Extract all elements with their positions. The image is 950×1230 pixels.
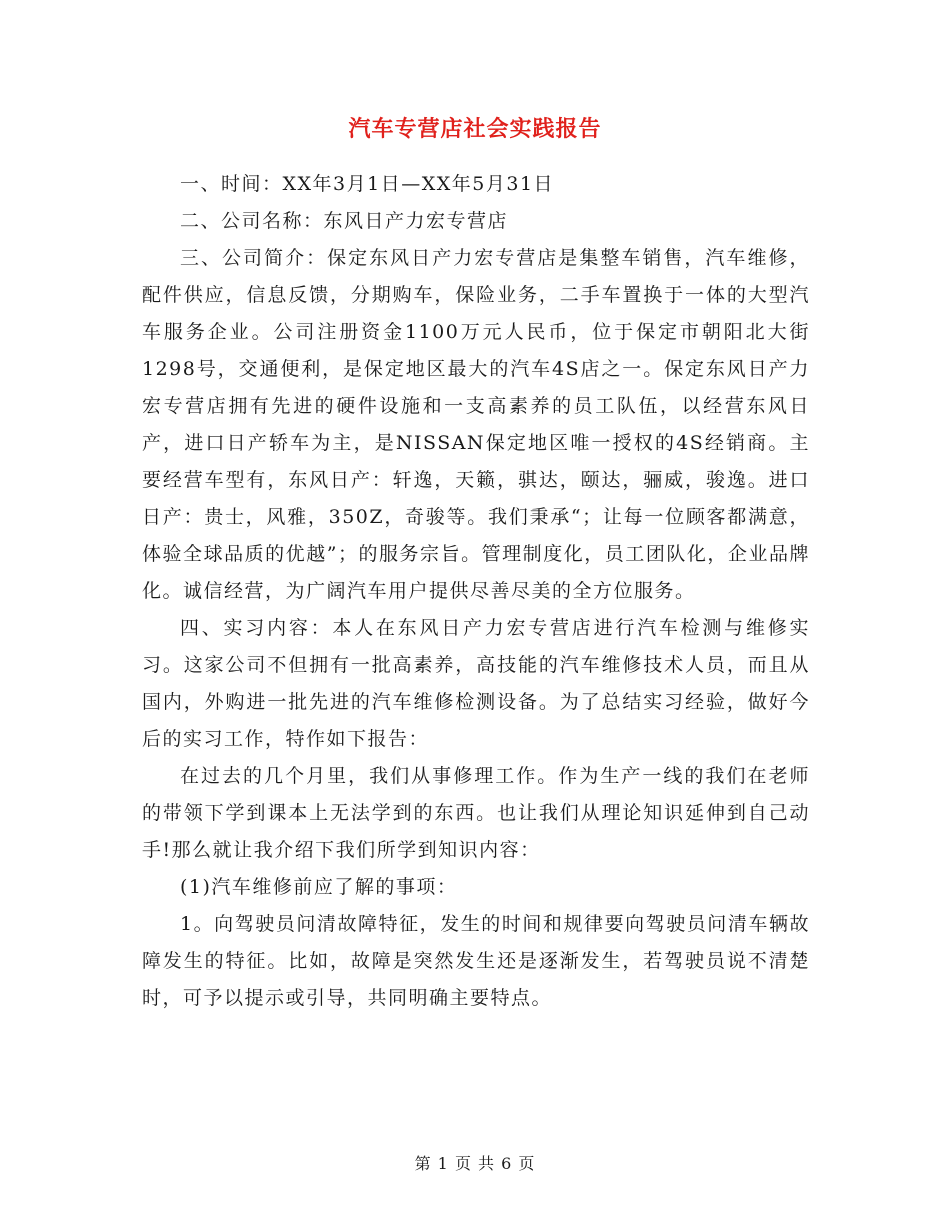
- paragraph-item-1: 1。向驾驶员问清故障特征，发生的时间和规律要向驾驶员问清车辆故障发生的特征。比如，故障是突然发生还是逐渐发生，若驾驶员说不清楚时，可予以提示或引导，共同明确主要特点。: [142, 913, 810, 1009]
- paragraph-internship-content: 四、实习内容：本人在东风日产力宏专营店进行汽车检测与维修实习。这家公司不但拥有一批高素养，高技能的汽车维修技术人员，而且从国内，外购进一批先进的汽车维修检测设备。为了总结实习经验，做好今后的实习工作，特作如下报告：: [142, 617, 810, 750]
- paragraph-company-intro: 三、公司简介：保定东风日产力宏专营店是集整车销售，汽车维修，配件供应，信息反馈，分期购车，保险业务，二手车置换于一体的大型汽车服务企业。公司注册资金1100万元人民币，位于保定市朝阳北大街1298号，交通便利，是保定地区最大的汽车4S店之一。保定东风日产力宏专营店拥有先进的硬件设施和一支高素养的员工队伍，以经营东风日产，进口日产轿车为主，是NISSAN保定地区唯一授权的4S经销商。主要经营车型有，东风日产：轩逸，天籁，骐达，颐达，骊威，骏逸。进口日产：贵士，风雅，350Z，奇骏等。我们秉承“；让每一位顾客都满意，体验全球品质的优越”；的服务宗旨。管理制度化，员工团队化，企业品牌化。诚信经营，为广阔汽车用户提供尽善尽美的全方位服务。: [142, 247, 810, 602]
- paragraph-company-name: 二、公司名称：东风日产力宏专营店: [180, 210, 509, 232]
- paragraph-time: 一、时间：XX年3月1日—XX年5月31日: [180, 173, 555, 195]
- paragraph-section-heading: (1)汽车维修前应了解的事项：: [180, 876, 458, 898]
- page-footer: 第 1 页 共 6 页: [414, 1154, 536, 1173]
- document-body: [142, 166, 810, 1017]
- document-title: 汽车专营店社会实践报告: [348, 116, 602, 142]
- paragraph-past-months: 在过去的几个月里，我们从事修理工作。作为生产一线的我们在老师的带领下学到课本上无法学到的东西。也让我们从理论知识延伸到自己动手!那么就让我介绍下我们所学到知识内容：: [142, 765, 810, 861]
